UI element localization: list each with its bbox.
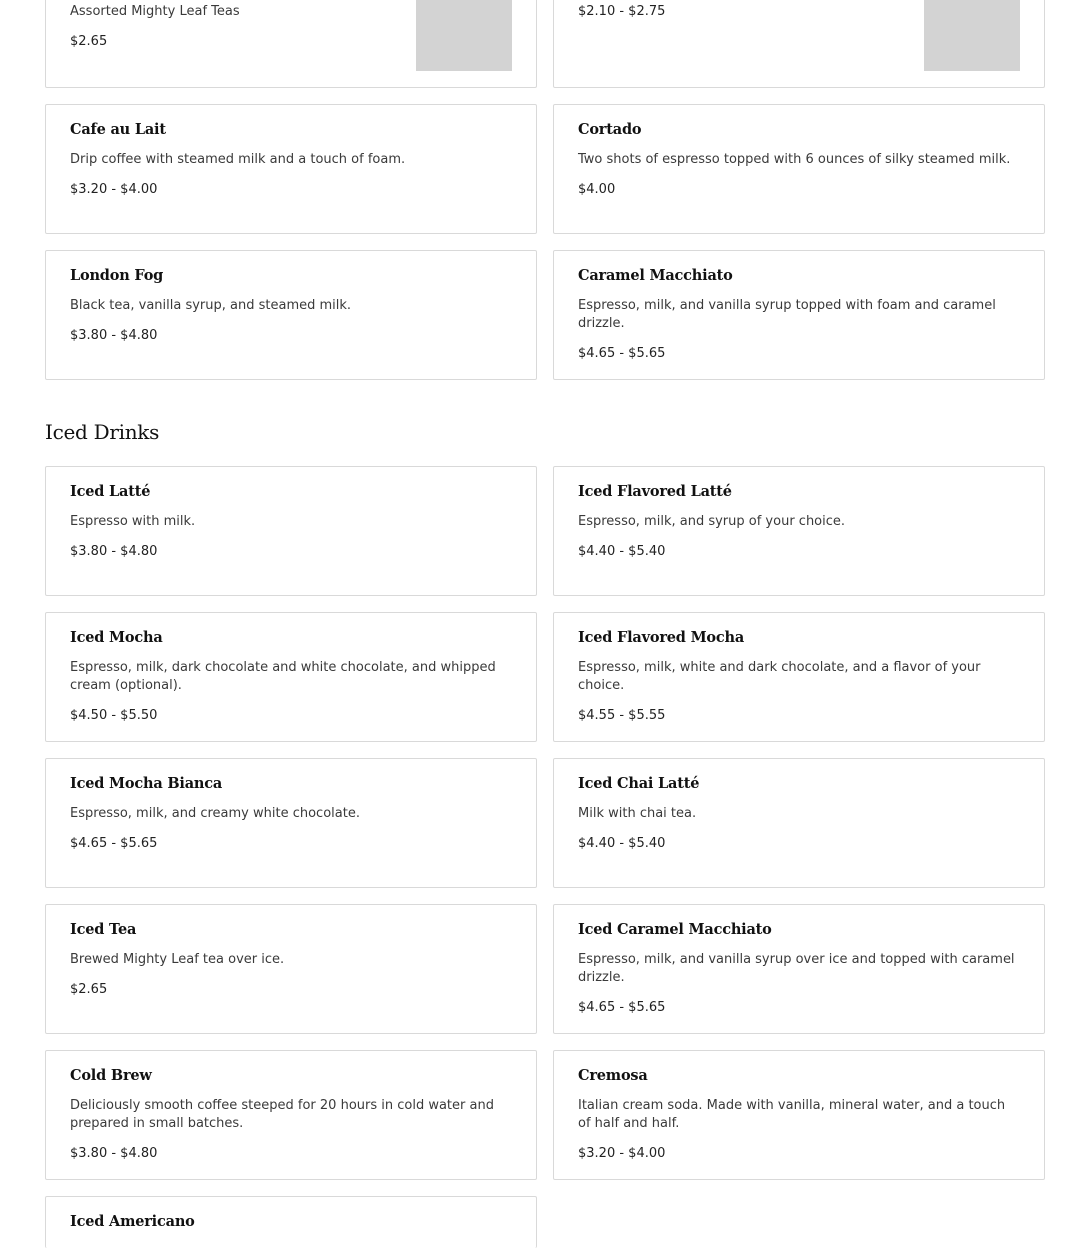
menu-item-name: Cortado	[578, 121, 642, 138]
menu-item-price: $3.80 - $4.80	[70, 1146, 158, 1161]
menu-item-description: Espresso, milk, and syrup of your choice.	[578, 514, 846, 529]
menu-item-price: $3.80 - $4.80	[70, 328, 158, 343]
menu-item-description: Milk with chai tea.	[578, 806, 697, 821]
menu-item-card[interactable]	[553, 0, 1045, 88]
menu-grid-top	[45, 0, 1045, 104]
menu-item-description: Italian cream soda. Made with vanilla, mineral water, and a touch of half and half.	[578, 1098, 1006, 1131]
menu-item-price: $4.00	[578, 182, 616, 197]
menu-item-card[interactable]	[553, 612, 1045, 742]
menu-item-price: $4.65 - $5.65	[578, 1000, 666, 1015]
menu-item-price: $4.40 - $5.40	[578, 836, 666, 851]
menu-item-card[interactable]	[45, 612, 537, 742]
menu-item-description: Brewed Mighty Leaf tea over ice.	[70, 952, 285, 967]
menu-item-card[interactable]	[45, 1050, 537, 1180]
menu-item-description: Espresso, milk, dark chocolate and white chocolate, and whipped cream (optional).	[70, 660, 496, 693]
menu-item-card[interactable]	[553, 250, 1045, 380]
menu-item-name: Iced Caramel Macchiato	[578, 921, 772, 938]
menu-item-name: London Fog	[70, 267, 164, 284]
menu-item-image	[924, 0, 1020, 71]
menu-grid-hot	[45, 104, 1045, 396]
menu-item-price: $4.55 - $5.55	[578, 708, 666, 723]
menu-item-card[interactable]	[45, 1196, 537, 1248]
menu-item-card[interactable]	[45, 758, 537, 888]
menu-item-price: $2.65	[70, 982, 108, 997]
menu-item-price: $4.65 - $5.65	[578, 346, 666, 361]
menu-item-description: Assorted Mighty Leaf Teas	[70, 4, 240, 19]
menu-item-description: Espresso, milk, white and dark chocolate, and a flavor of your choice.	[578, 660, 981, 693]
menu-item-description: Two shots of espresso topped with 6 ounces of silky steamed milk.	[578, 152, 1011, 167]
menu-item-price: $2.10 - $2.75	[578, 4, 666, 19]
menu-grid-iced	[45, 466, 1045, 1248]
menu-page	[45, 0, 1045, 1248]
section-title-iced-drinks: Iced Drinks	[45, 420, 160, 444]
menu-item-card[interactable]	[45, 104, 537, 234]
menu-item-name: Iced Americano	[70, 1213, 195, 1230]
menu-item-price: $4.40 - $5.40	[578, 544, 666, 559]
menu-item-name: Iced Flavored Mocha	[578, 629, 745, 646]
menu-item-card[interactable]	[45, 250, 537, 380]
menu-item-description: Espresso, milk, and creamy white chocolate.	[70, 806, 360, 821]
menu-item-card[interactable]	[553, 904, 1045, 1034]
menu-item-price: $3.20 - $4.00	[70, 182, 158, 197]
menu-item-description: Deliciously smooth coffee steeped for 20 hours in cold water and prepared in small batches.	[70, 1098, 494, 1131]
menu-item-description: Drip coffee with steamed milk and a touch of foam.	[70, 152, 406, 167]
menu-item-name: Cafe au Lait	[70, 121, 166, 138]
menu-item-description: Espresso, milk, and vanilla syrup topped with foam and caramel drizzle.	[578, 298, 996, 331]
menu-item-name: Iced Latté	[70, 483, 151, 500]
menu-item-price: $4.50 - $5.50	[70, 708, 158, 723]
menu-item-name: Iced Flavored Latté	[578, 483, 732, 500]
menu-item-description: Black tea, vanilla syrup, and steamed milk.	[70, 298, 352, 313]
menu-item-price: $2.65	[70, 34, 108, 49]
menu-item-description: Espresso, milk, and vanilla syrup over ice and topped with caramel drizzle.	[578, 952, 1015, 985]
menu-item-name: Iced Chai Latté	[578, 775, 700, 792]
menu-item-name: Cold Brew	[70, 1067, 152, 1084]
menu-item-card[interactable]	[553, 758, 1045, 888]
menu-item-description: Espresso with milk.	[70, 514, 196, 529]
menu-item-card[interactable]	[553, 1050, 1045, 1180]
menu-item-price: $4.65 - $5.65	[70, 836, 158, 851]
menu-item-price: $3.20 - $4.00	[578, 1146, 666, 1161]
menu-item-card[interactable]	[45, 904, 537, 1034]
menu-item-name: Iced Mocha Bianca	[70, 775, 223, 792]
menu-item-name: Caramel Macchiato	[578, 267, 733, 284]
menu-item-image	[416, 0, 512, 71]
menu-item-name: Iced Mocha	[70, 629, 163, 646]
menu-item-name: Iced Tea	[70, 921, 137, 938]
menu-item-price: $3.80 - $4.80	[70, 544, 158, 559]
menu-item-card[interactable]	[45, 466, 537, 596]
menu-item-card[interactable]	[553, 104, 1045, 234]
menu-item-card[interactable]	[45, 0, 537, 88]
menu-item-name: Cremosa	[578, 1067, 648, 1084]
menu-item-card[interactable]	[553, 466, 1045, 596]
